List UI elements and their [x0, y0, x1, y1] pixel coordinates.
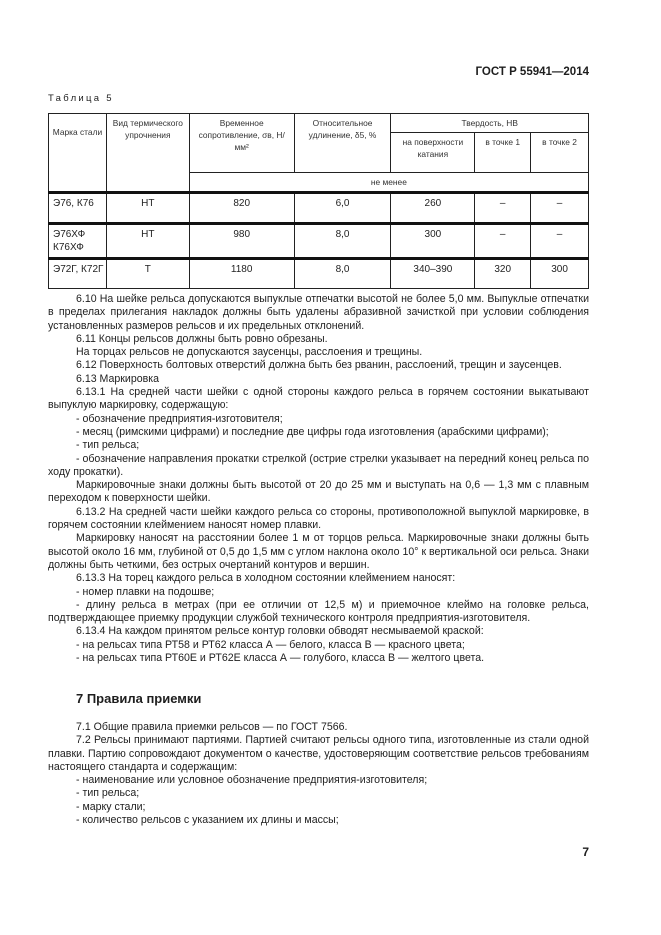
cell-treatment: НТ — [106, 224, 189, 259]
header-hardness: Твердость, НВ — [391, 114, 589, 133]
cell-point1: – — [475, 193, 531, 224]
cell-strength: 1180 — [189, 259, 294, 289]
paragraph: 6.12 Поверхность болтовых отверстий должна быть без рванин, расслоений, трещин и заусенцев. — [76, 359, 562, 372]
cell-point2: 300 — [531, 259, 589, 289]
header-treatment: Вид термического упрочнения — [106, 114, 189, 193]
header-point2: в точке 2 — [531, 133, 589, 173]
section-heading: 7 Правила приемки — [76, 691, 202, 706]
header-surface: на поверхности катания — [391, 133, 475, 173]
cell-treatment: НТ — [106, 193, 189, 224]
cell-elongation: 6,0 — [294, 193, 391, 224]
cell-elongation: 8,0 — [294, 259, 391, 289]
paragraph: 6.10 На шейке рельса допускаются выпуклые отпечатки высотой не более 5,0 мм. Выпуклые отпечатки в пределах прилегания накладок должны быть удалены абразивной зачисткой при условии соблюдения установленных размеров рельсов и их предельных отклонений. — [48, 293, 589, 332]
list-item: - обозначение предприятия-изготовителя; — [76, 412, 283, 425]
list-item: - обозначение направления прокатки стрелкой (острие стрелки указывает на передний конец рельса по ходу прокатки). — [48, 452, 589, 478]
table-row — [49, 224, 589, 259]
list-item: - марку стали; — [76, 800, 146, 813]
cell-grade: Э76ХФ К76ХФ — [49, 224, 107, 259]
document-id: ГОСТ Р 55941—2014 — [475, 66, 589, 78]
header-min-note: не менее — [189, 173, 588, 193]
section-7-text — [48, 721, 589, 827]
paragraph: 6.13 Маркировка — [76, 372, 160, 385]
paragraph: 6.13.1 На средней части шейки с одной стороны каждого рельса в горячем состоянии выкатывают выпуклую маркировку, содержащую: — [48, 386, 589, 412]
cell-elongation: 8,0 — [294, 224, 391, 259]
list-item: - количество рельсов с указанием их длины и массы; — [76, 814, 339, 827]
list-item: - наименование или условное обозначение предприятия-изготовителя; — [76, 774, 428, 787]
header-strength — [189, 114, 294, 173]
cell-strength: 820 — [189, 193, 294, 224]
cell-surface: 300 — [391, 224, 475, 259]
list-item: - длину рельса в метрах (при ее отличии от 12,5 м) и приемочное клеймо на головке рельса, подтверждающее приемку продукции службой технического контроля предприятия-изготовителя. — [48, 598, 589, 625]
list-item: - на рельсах типа РТ60Е и РТ62Е класса А — голубого, класса В — желтого цвета. — [76, 652, 485, 665]
section-6-text — [48, 293, 589, 665]
header-point1: в точке 1 — [475, 133, 531, 173]
cell-strength: 980 — [189, 224, 294, 259]
cell-surface: 260 — [391, 193, 475, 224]
cell-grade: Э76, К76 — [49, 193, 107, 224]
list-item: - тип рельса; — [76, 787, 140, 800]
paragraph: 6.11 Концы рельсов должны быть ровно обрезаны. — [76, 332, 328, 345]
steel-properties-table — [48, 113, 589, 289]
cell-surface: 340–390 — [391, 259, 475, 289]
list-item: - номер плавки на подошве; — [76, 585, 215, 598]
header-elongation: Относительное удлинение, δ5, % — [294, 114, 391, 173]
paragraph: Маркировочные знаки должны быть высотой от 20 до 25 мм и выступать на 0,6 — 1,3 мм с плавным переходом к поверхности шейки. — [48, 479, 589, 505]
paragraph: 7.2 Рельсы принимают партиями. Партией считают рельсы одного типа, изготовленные из стали одной плавки. Партию сопровождают документом о качестве, удостоверяющим соответствие рельсов требованиям настоящего стандарта и содержащим: — [48, 734, 589, 773]
paragraph: 6.13.4 На каждом принятом рельсе контур головки обводят несмываемой краской: — [76, 625, 484, 638]
page-number: 7 — [582, 845, 589, 859]
list-item: - месяц (римскими цифрами) и последние две цифры года изготовления (арабскими цифрами); — [76, 425, 549, 438]
cell-point1: – — [475, 224, 531, 259]
cell-point1: 320 — [475, 259, 531, 289]
list-item: - тип рельса; — [76, 439, 140, 452]
paragraph: Маркировку наносят на расстоянии более 1 м от торцов рельса. Маркировочные знаки должны быть высотой около 16 мм, глубиной от 0,5 до 1,5 мм с углом наклона около 10° к вертикальной оси рельса. Знаки должны быть четкими, без острых очертаний контуров и вершин. — [48, 532, 589, 571]
cell-point2: – — [531, 193, 589, 224]
table-row — [49, 259, 589, 289]
table-row — [49, 193, 589, 224]
paragraph: На торцах рельсов не допускаются заусенцы, расслоения и трещины. — [76, 346, 423, 359]
cell-point2: – — [531, 224, 589, 259]
header-strength-text: Временное сопротивление, σв, Н/мм² — [198, 118, 285, 152]
paragraph: 6.13.3 На торец каждого рельса в холодном состоянии клеймением наносят: — [76, 572, 456, 585]
cell-treatment: Т — [106, 259, 189, 289]
header-grade: Марка стали — [49, 114, 107, 193]
list-item: - на рельсах типа РТ58 и РТ62 класса А — белого, класса В — красного цвета; — [76, 638, 465, 651]
table-caption: Таблица 5 — [48, 93, 114, 104]
paragraph: 7.1 Общие правила приемки рельсов — по ГОСТ 7566. — [76, 721, 348, 733]
cell-grade: Э72Г, К72Г — [49, 259, 107, 289]
paragraph: 6.13.2 На средней части шейки каждого рельса со стороны, противоположной выпуклой маркировке, в горячем состоянии клеймением наносят номер плавки. — [48, 505, 589, 532]
